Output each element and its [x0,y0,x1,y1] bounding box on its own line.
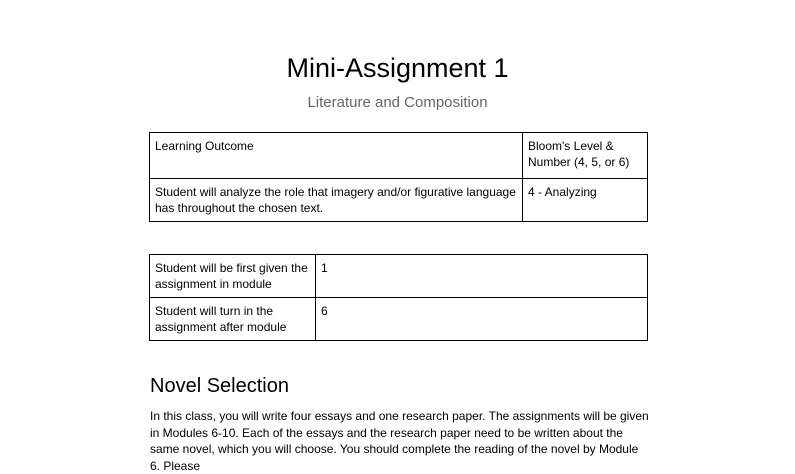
outcome-header-cell: Learning Outcome [150,133,523,179]
module-label-cell: Student will be first given the assignment in module [150,255,316,298]
section-heading: Novel Selection [150,375,289,397]
table-row [150,179,648,222]
section-paragraph: In this class, you will write four essays and one research paper. The assignments will be given in Modules 6-10. Each of the essays and the research paper need to be written about the same novel, which you will choose. You should complete the reading of the novel by Module 6. Please [150,409,649,473]
document-subtitle: Literature and Composition [307,94,488,111]
learning-outcome-table [149,132,648,222]
level-header-cell: Bloom's Level & Number (4, 5, or 6) [523,133,648,179]
level-cell: 4 - Analyzing [523,179,648,222]
module-value-cell: 6 [316,298,648,341]
module-label-cell: Student will turn in the assignment after module [150,298,316,341]
module-value-cell: 1 [316,255,648,298]
module-table [149,254,648,341]
table-row [150,133,648,179]
table-row [150,255,648,298]
table-row [150,298,648,341]
document-title: Mini-Assignment 1 [286,53,509,83]
outcome-cell: Student will analyze the role that imagery and/or figurative language has throughout the chosen text. [150,179,523,222]
